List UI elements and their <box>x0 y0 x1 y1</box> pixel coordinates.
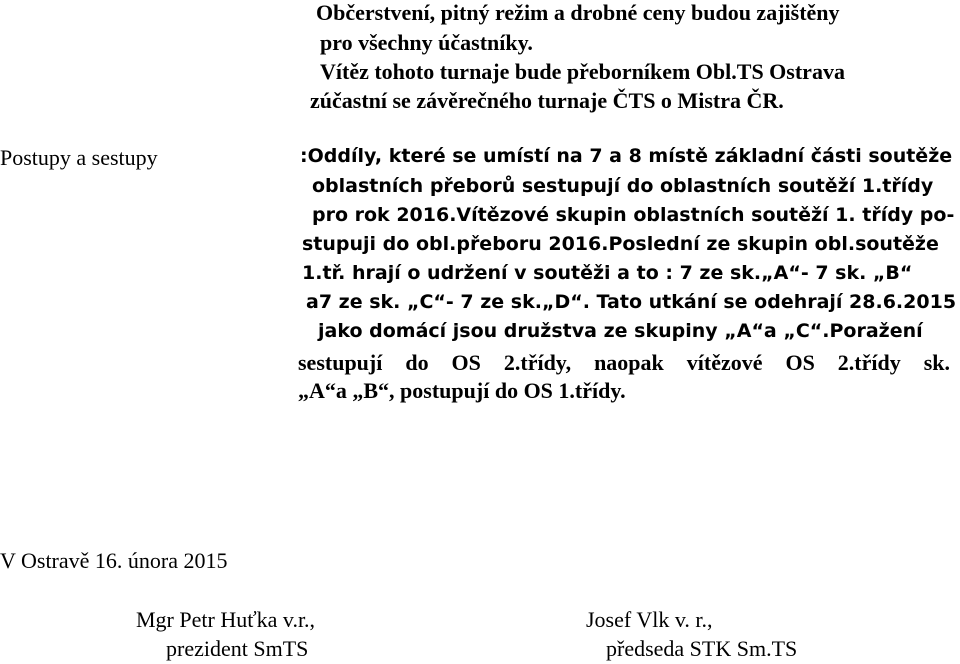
intro-line-4: zúčastní se závěrečného turnaje ČTS o Mistra ČR. <box>310 88 784 113</box>
signature-left-name: Mgr Petr Huťka v.r., <box>136 607 316 632</box>
intro-line-3: Vítěz tohoto turnaje bude přeborníkem Obl.TS Ostrava <box>320 59 845 84</box>
date-place: V Ostravě 16. února 2015 <box>0 548 228 573</box>
signature-right-title: předseda STK Sm.TS <box>606 636 798 661</box>
postupy-line-7: jako domácí jsou družstva ze skupiny „A“a „C“.Poražení <box>318 320 923 342</box>
signature-right-name: Josef Vlk v. r., <box>586 607 713 632</box>
postupy-line-6: a7 ze sk. „C“- 7 ze sk.„D“. Tato utkání se odehrají 28.6.2015 <box>306 291 957 313</box>
postupy-line-4: stupuji do obl.přeboru 2016.Poslední ze skupin obl.soutěže <box>302 233 939 255</box>
postupy-line-9: „A“a „B“, postupují do OS 1.třídy. <box>298 378 626 403</box>
signature-left-title: prezident SmTS <box>166 636 309 661</box>
postupy-line-3: pro rok 2016.Vítězové skupin oblastních soutěží 1. třídy po- <box>312 204 955 226</box>
section-label-postupy: Postupy a sestupy <box>0 145 158 170</box>
postupy-line-1: :Oddíly, které se umístí na 7 a 8 místě základní části soutěže <box>300 145 953 167</box>
intro-line-2: pro všechny účastníky. <box>320 30 533 55</box>
intro-line-1: Občerstvení, pitný režim a drobné ceny budou zajištěny <box>316 0 840 25</box>
postupy-line-8: sestupují do OS 2.třídy, naopak vítězové OS 2.třídy sk. <box>298 350 950 375</box>
postupy-line-2: oblastních přeborů sestupují do oblastních soutěží 1.třídy <box>312 175 934 197</box>
postupy-line-5: 1.tř. hrají o udržení v soutěži a to : 7 ze sk.„A“- 7 sk. „B“ <box>302 262 913 284</box>
